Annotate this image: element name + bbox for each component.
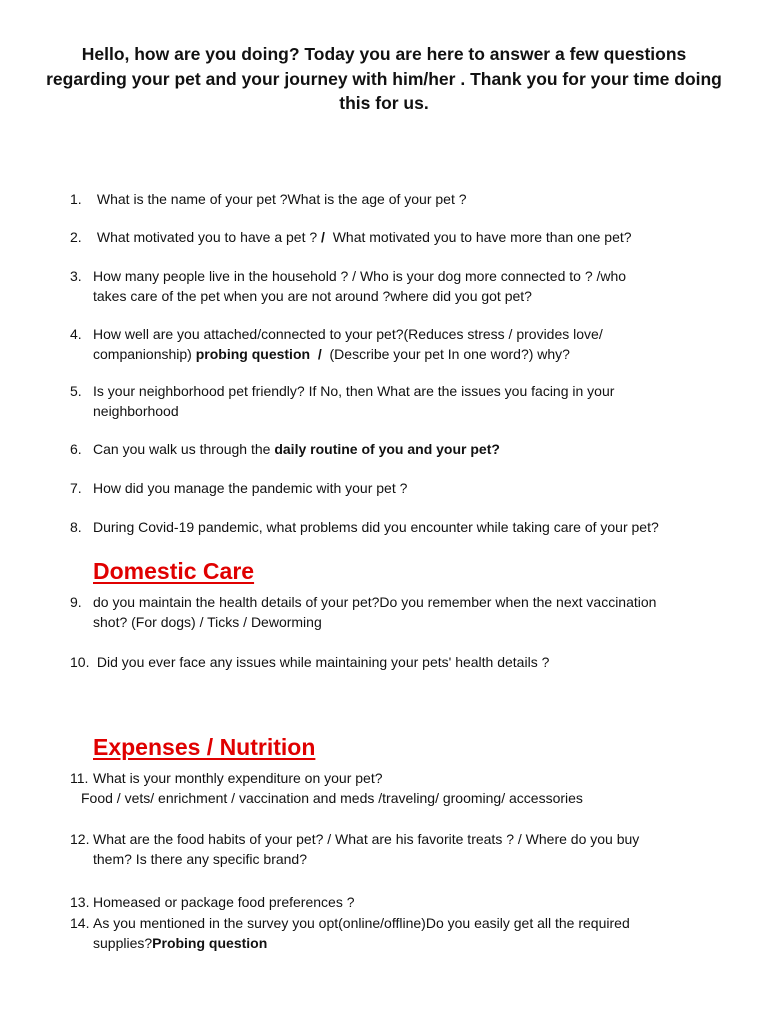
question-6 [70,439,730,459]
question-number: 4. [70,326,82,342]
question-line: shot? (For dogs) / Ticks / Deworming [93,614,322,630]
question-8 [70,517,730,537]
question-text: During Covid-19 pandemic, what problems did you encounter while taking care of your pet? [93,519,659,535]
question-line: takes care of the pet when you are not around ?where did you got pet? [93,288,532,304]
question-line: What is your monthly expenditure on your pet? [93,770,383,786]
question-line: What are the food habits of your pet? / What are his favorite treats ? / Where do you buy [93,831,640,847]
question-4 [70,324,730,364]
question-line: do you maintain the health details of your pet?Do you remember when the next vaccination [93,594,657,610]
question-text: How did you manage the pandemic with your pet ? [93,480,408,496]
intro-paragraph: Hello, how are you doing? Today you are here to answer a few questions regarding your pet and your journey with him/her . Thank you for your time doing this for us. [46,44,722,113]
question-5 [70,381,730,421]
question-number: 8. [70,519,82,535]
question-10 [70,652,730,672]
question-12 [70,829,730,869]
question-number: 11. [70,770,89,786]
question-2 [70,227,730,247]
question-3 [70,266,730,306]
question-1 [70,189,730,209]
question-text: Homeased or package food preferences ? [93,894,355,910]
question-13 [70,892,730,912]
question-14 [70,913,730,953]
question-text: (Describe your pet In one word?) why? [321,346,570,362]
question-number: 1. [70,191,82,207]
question-number: 6. [70,441,82,457]
question-line: How many people live in the household ? / Who is your dog more connected to ? /who [93,268,627,284]
question-number: 5. [70,383,82,399]
section-heading-domestic-care: Domestic Care [93,558,255,584]
question-number: 3. [70,268,82,284]
question-number: 12. [70,831,90,847]
question-line: Is your neighborhood pet friendly? If No, then What are the issues you facing in your [93,383,615,399]
probing-question-label: Probing question [152,935,268,951]
question-line: How well are you attached/connected to your pet?(Reduces stress / provides love/ [93,326,603,342]
question-line: Food / vets/ enrichment / vaccination and meds /traveling/ grooming/ accessories [81,790,583,806]
question-separator: / [321,229,325,245]
question-text: supplies? [93,935,153,951]
question-number: 13. [70,894,90,910]
question-number: 7. [70,480,82,496]
question-text: What is the name of your pet ?What is the age of your pet ? [93,191,467,207]
question-bold-text: daily routine of you and your pet? [274,441,500,457]
section-heading-expenses-nutrition: Expenses / Nutrition [93,734,316,760]
question-text: companionship) [93,346,196,362]
probing-question-label: probing question / [195,346,322,362]
question-9 [70,592,730,632]
question-text: What motivated you to have a pet ? [93,229,322,245]
question-line: neighborhood [93,403,179,419]
question-text: What motivated you to have more than one pet? [324,229,632,245]
question-number: 10. [70,654,90,670]
question-number: 2. [70,229,82,245]
question-7 [70,478,730,498]
question-text: Can you walk us through the [93,441,275,457]
question-number: 9. [70,594,82,610]
question-11 [70,768,730,808]
question-line: As you mentioned in the survey you opt(online/offline)Do you easily get all the required [93,915,630,931]
question-line: them? Is there any specific brand? [93,851,308,867]
question-number: 14. [70,915,90,931]
question-text: Did you ever face any issues while maintaining your pets' health details ? [93,654,550,670]
